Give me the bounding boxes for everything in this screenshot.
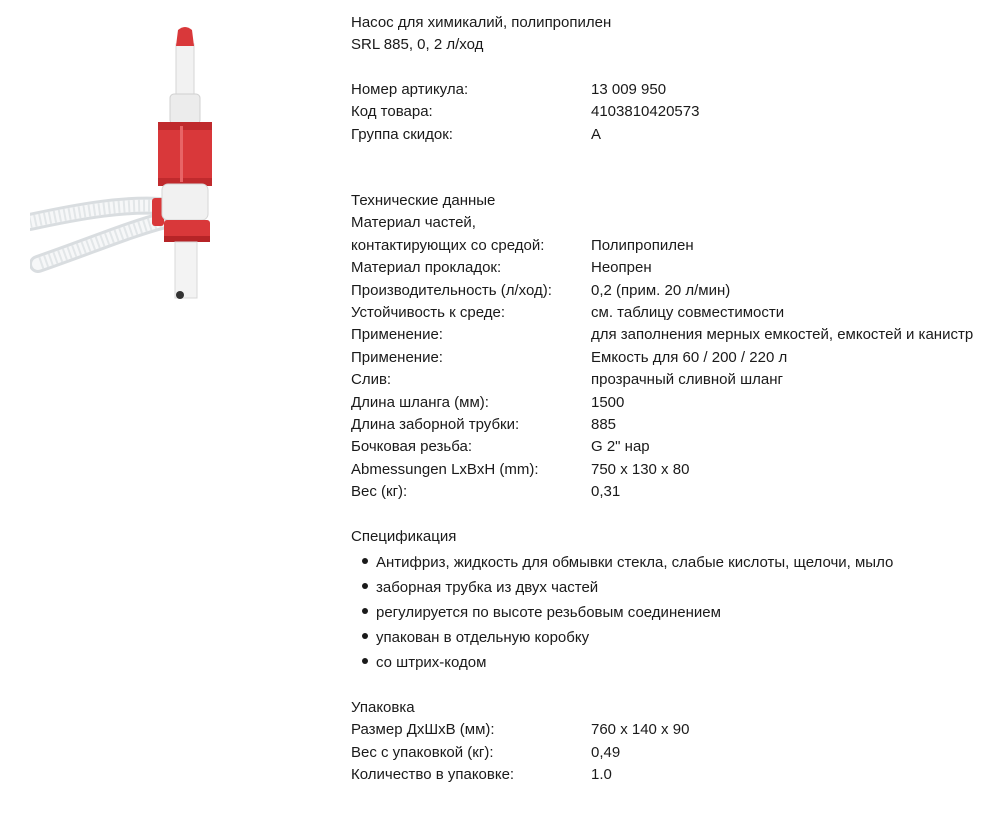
specification-heading: Спецификация	[351, 527, 457, 545]
packaging-value: 0,49	[591, 743, 621, 761]
article-number-label: Номер артикула:	[351, 80, 469, 98]
product-subtitle: SRL 885, 0, 2 л/ход	[351, 36, 484, 54]
product-code-label: Код товара:	[351, 103, 433, 121]
packaging-label: Количество в упаковке:	[351, 766, 515, 784]
spec-value: для заполнения мерных емкостей, емкостей и канистр	[591, 326, 974, 344]
spec-label: Бочковая резьба:	[351, 438, 472, 456]
spec-label: Применение:	[351, 326, 443, 344]
packaging-value: 1.0	[591, 766, 612, 784]
spec-label: Применение:	[351, 348, 443, 366]
spec-label: контактирующих со средой:	[351, 236, 545, 254]
article-number-value: 13 009 950	[591, 80, 667, 98]
discount-group-value: A	[591, 125, 602, 143]
spec-row	[351, 324, 981, 346]
spec-label: Слив:	[351, 371, 392, 389]
spec-value: Полипропилен	[591, 236, 694, 254]
spec-label: Устойчивость к среде:	[351, 304, 505, 321]
spec-row	[351, 392, 981, 414]
spec-row	[351, 459, 981, 481]
spec-row	[351, 302, 981, 324]
spec-value: Емкость для 60 / 200 / 220 л	[591, 348, 788, 366]
technical-heading: Технические данные	[351, 192, 496, 209]
spec-row	[351, 280, 981, 302]
red-nut	[158, 122, 212, 186]
list-item: регулируется по высоте резьбовым соединением	[351, 600, 981, 625]
packaging-heading: Упаковка	[351, 699, 415, 717]
material-label-line1: Материал частей,	[351, 214, 476, 232]
packaging-value: 760 x 140 x 90	[591, 721, 690, 739]
article-number-row	[351, 79, 981, 101]
spec-row	[351, 347, 981, 369]
spec-value: прозрачный сливной шланг	[591, 371, 783, 389]
spec-row	[351, 235, 981, 257]
spec-value: 1500	[591, 393, 625, 411]
pump-body	[162, 184, 208, 220]
list-item: Антифриз, жидкость для обмывки стекла, слабые кислоты, щелочи, мыло	[351, 550, 981, 575]
spec-row	[351, 436, 981, 458]
spec-row	[351, 481, 981, 503]
product-title: Насос для химикалий, полипропилен	[351, 14, 612, 31]
spec-row	[351, 257, 981, 279]
spec-value: G 2" нар	[591, 438, 650, 456]
list-item: заборная трубка из двух частей	[351, 575, 981, 600]
spec-value: 885	[591, 416, 617, 434]
spec-label: Вес (кг):	[351, 483, 408, 501]
spec-label: Длина заборной трубки:	[351, 416, 520, 434]
packaging-row	[351, 719, 981, 741]
spec-value: Неопрен	[591, 259, 652, 277]
spec-value: 0,31	[591, 483, 621, 501]
spec-label: Длина шланга (мм):	[351, 393, 489, 411]
product-code-value: 4103810420573	[591, 103, 700, 121]
specification-list	[351, 550, 981, 675]
hose-lower	[38, 220, 165, 264]
product-details	[351, 12, 981, 787]
packaging-label: Вес с упаковкой (кг):	[351, 743, 494, 761]
spec-value: 750 x 130 x 80	[591, 460, 690, 478]
packaging-row	[351, 764, 981, 786]
spec-row	[351, 414, 981, 436]
list-item: упакован в отдельную коробку	[351, 625, 981, 650]
packaging-row	[351, 742, 981, 764]
discount-group-row	[351, 124, 981, 146]
discount-group-label: Группа скидок:	[351, 125, 453, 143]
suction-tube	[175, 242, 197, 298]
spec-label: Материал прокладок:	[351, 259, 502, 277]
list-item: со штрих-кодом	[351, 650, 981, 675]
packaging-label: Размер ДхШхВ (мм):	[351, 721, 495, 739]
spec-value: см. таблицу совместимости	[591, 304, 785, 321]
spec-value: 0,2 (прим. 20 л/мин)	[591, 281, 731, 299]
spec-row	[351, 369, 981, 391]
spec-label: Производительность (л/ход):	[351, 281, 552, 299]
product-code-row	[351, 101, 981, 123]
spec-label: Abmessungen LxBxH (mm):	[351, 460, 539, 478]
pump-product-image	[30, 24, 220, 314]
red-cap	[176, 27, 194, 46]
